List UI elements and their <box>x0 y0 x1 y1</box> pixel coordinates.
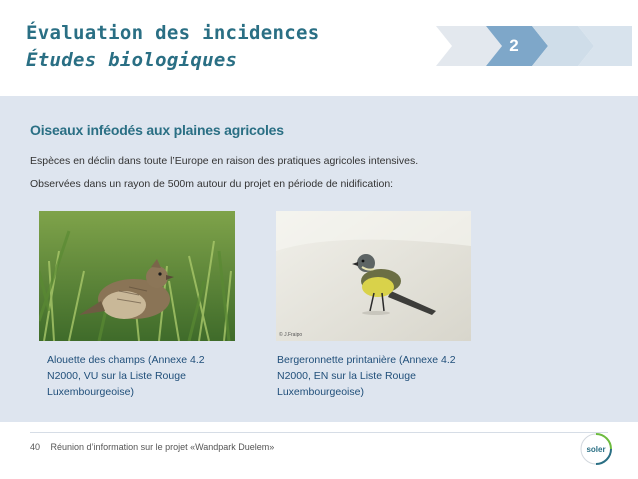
logo-text: soler <box>586 445 606 454</box>
slide-title-line1: Évaluation des incidences <box>26 22 320 44</box>
wagtail-caption: Bergeronnette printanière (Annexe 4.2 N2000, EN sur la Liste Rouge Luxembourgeoise) <box>277 354 456 398</box>
footer-divider <box>30 432 608 433</box>
skylark-caption: Alouette des champs (Annexe 4.2 N2000, VU sur la Liste Rouge Luxembourgeoise) <box>47 354 205 398</box>
section-subtitle: Oiseaux inféodés aux plaines agricoles <box>30 122 284 138</box>
footer-text: Réunion d’information sur le projet «Wandpark Duelem» <box>50 442 275 452</box>
progress-steps <box>436 26 632 66</box>
skylark-photo <box>39 211 235 341</box>
slide-footer <box>30 442 274 452</box>
paragraph-observed: Observées dans un rayon de 500m autour du projet en période de nidification: <box>30 178 394 190</box>
wagtail-photo <box>276 211 471 341</box>
paragraph-decline: Espèces en déclin dans toute l’Europe en raison des pratiques agricoles intensives. <box>30 155 419 167</box>
soler-logo <box>579 432 613 466</box>
slide-title-line2: Études biologiques <box>26 49 238 71</box>
photo-credit: © J.Fraipo <box>279 332 303 338</box>
page-number: 40 <box>30 442 41 452</box>
current-step-number: 2 <box>509 36 519 55</box>
